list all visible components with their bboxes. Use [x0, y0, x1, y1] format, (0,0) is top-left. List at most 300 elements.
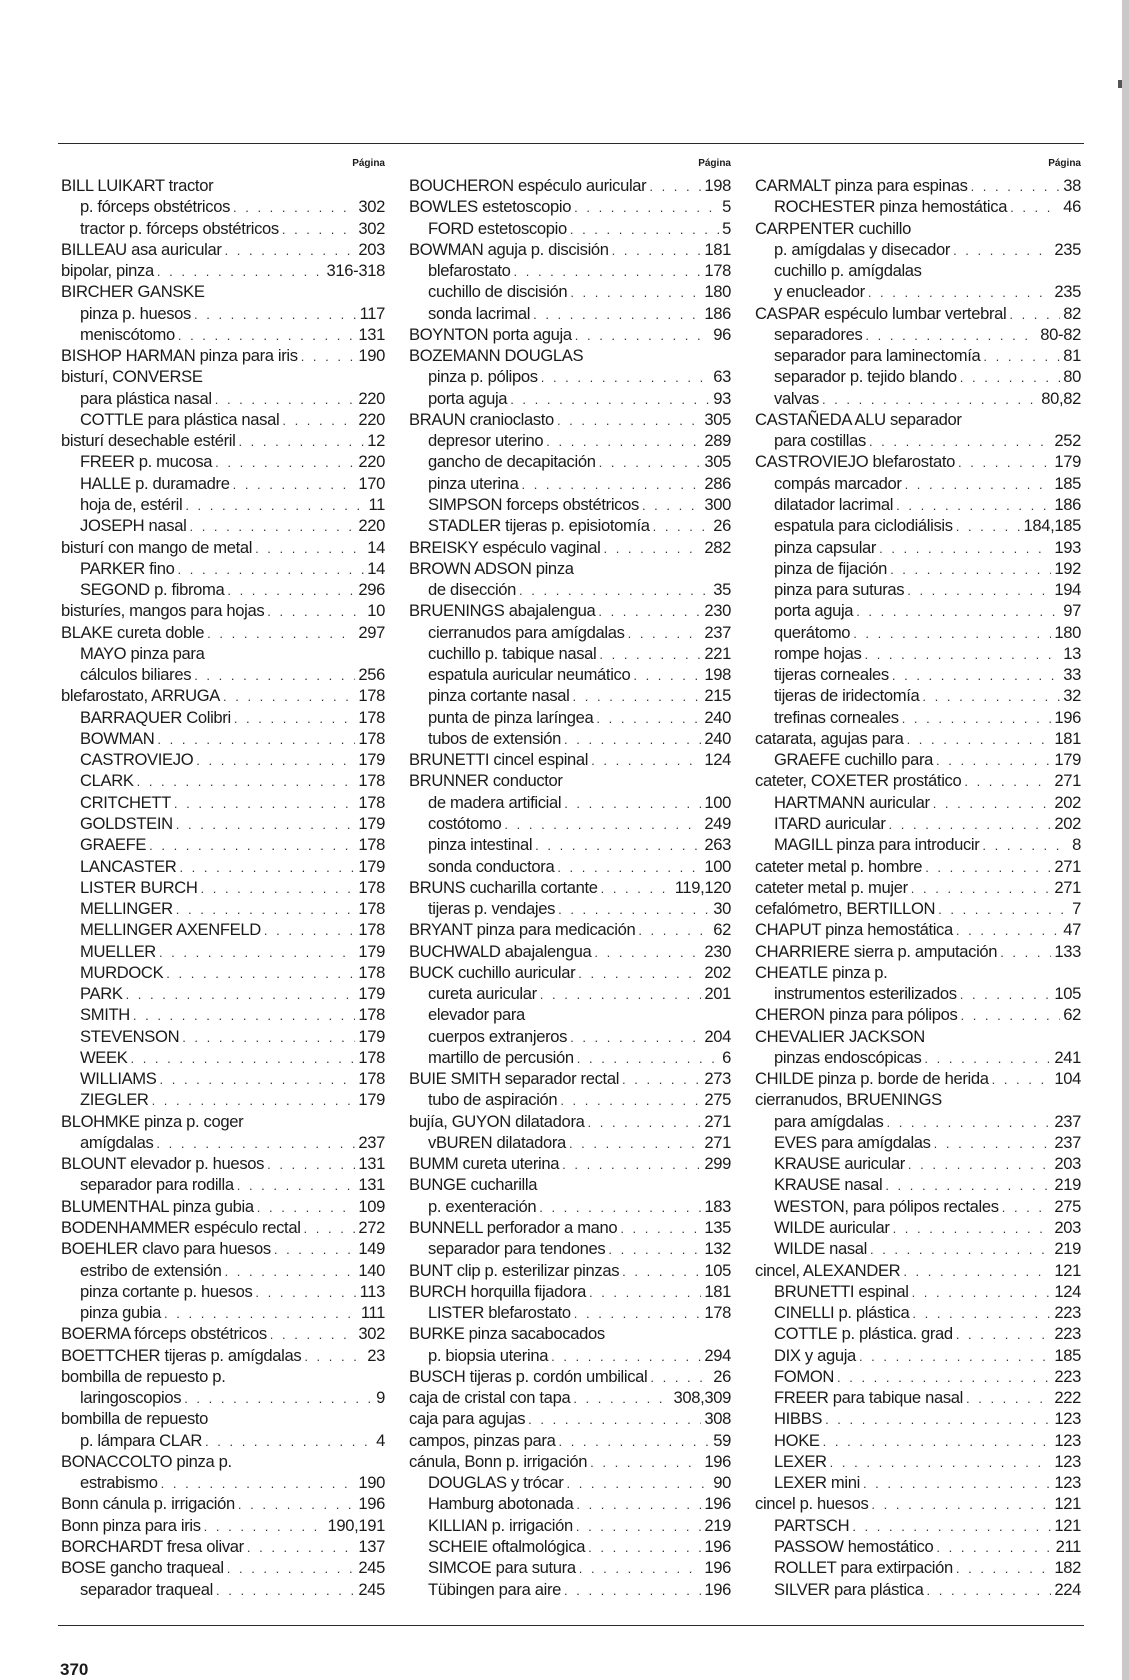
entry-term: PARTSCH: [774, 1515, 850, 1535]
dot-leader: [566, 1473, 710, 1494]
entry-page: 249: [704, 813, 731, 833]
dot-leader: [1002, 1197, 1052, 1218]
dot-leader: [956, 516, 1021, 537]
index-entry: [755, 388, 1081, 409]
entry-page: 272: [358, 1218, 385, 1238]
entry-term: CASTROVIEJO: [80, 750, 194, 770]
dot-leader: [578, 963, 701, 984]
entry-term: BIRCHER GANSKE: [61, 282, 205, 302]
index-entry: [409, 218, 731, 239]
index-entry: [755, 1153, 1081, 1174]
entry-page: 237: [358, 1132, 385, 1152]
dot-leader: [304, 1218, 356, 1239]
dot-leader: [282, 410, 355, 431]
dot-leader: [638, 920, 710, 941]
dot-leader: [564, 793, 701, 814]
entry-term: FREER p. mucosa: [80, 452, 213, 472]
index-entry: [755, 1132, 1081, 1153]
index-entry: [61, 1004, 385, 1025]
index-entry: [409, 409, 731, 430]
entry-term: CHILDE pinza p. borde de herida: [755, 1069, 989, 1089]
entry-page: 80,82: [1041, 388, 1081, 408]
entry-page: 245: [358, 1558, 385, 1578]
dot-leader: [576, 1494, 701, 1515]
dot-leader: [579, 1558, 702, 1579]
entry-term: CASTAÑEDA ALU separador: [755, 409, 962, 429]
dot-leader: [216, 1580, 355, 1601]
index-entry: [61, 1302, 385, 1323]
entry-term: p. exenteración: [428, 1196, 537, 1216]
entry-page: 81: [1063, 346, 1081, 366]
index-entry: [61, 451, 385, 472]
dot-leader: [569, 1133, 701, 1154]
entry-page: 100: [704, 792, 731, 812]
entry-page: 300: [704, 494, 731, 514]
dot-leader: [573, 1388, 670, 1409]
entry-term: WEEK: [80, 1047, 128, 1067]
entry-term: BOSE gancho traqueal: [61, 1558, 224, 1578]
entry-page: 179: [358, 984, 385, 1004]
entry-term: ITARD auricular: [774, 813, 886, 833]
dot-leader: [255, 538, 364, 559]
entry-term: CRITCHETT: [80, 792, 171, 812]
entry-term: DIX y aguja: [774, 1345, 856, 1365]
entry-page: 184,185: [1023, 516, 1081, 536]
index-entry: [755, 1068, 1081, 1089]
dot-leader: [933, 793, 1052, 814]
entry-page: 178: [358, 1047, 385, 1067]
entry-page: 117: [359, 303, 385, 323]
dot-leader: [956, 920, 1060, 941]
index-entry: [409, 856, 731, 877]
entry-page: 179: [1054, 452, 1081, 472]
index-entry: [755, 324, 1081, 345]
dot-leader: [938, 899, 1069, 920]
index-entry: [409, 388, 731, 409]
entry-term: compás marcador: [774, 473, 902, 493]
index-entry: [755, 1238, 1081, 1259]
index-entry: [409, 622, 731, 643]
index-entry: [755, 1174, 1081, 1195]
entry-term: COTTLE para plástica nasal: [80, 409, 280, 429]
entry-term: HOKE: [774, 1430, 820, 1450]
entry-page: 7: [1072, 899, 1081, 919]
dot-leader: [960, 984, 1052, 1005]
entry-page: 299: [704, 1154, 731, 1174]
entry-page: 296: [358, 580, 385, 600]
entry-term: bombilla de repuesto p.: [61, 1366, 226, 1386]
index-entry: [61, 1260, 385, 1281]
column-header: Página: [698, 158, 731, 169]
dot-leader: [237, 1175, 356, 1196]
entry-term: PARK: [80, 984, 123, 1004]
dot-leader: [588, 1112, 702, 1133]
dot-leader: [182, 1027, 355, 1048]
index-entry: [755, 1302, 1081, 1323]
entry-page: 302: [358, 218, 385, 238]
entry-term: BRUNNER conductor: [409, 771, 563, 791]
dot-leader: [601, 878, 672, 899]
index-entry: [409, 1281, 731, 1302]
entry-page: 190: [358, 1473, 385, 1493]
index-entry: [755, 260, 1081, 281]
dot-leader: [907, 580, 1051, 601]
dot-leader: [575, 325, 710, 346]
entry-term: BUNGE cucharilla: [409, 1175, 538, 1195]
entry-term: BUNT clip p. esterilizar pinzas: [409, 1260, 620, 1280]
entry-page: 252: [1054, 431, 1081, 451]
entry-term: espatula auricular neumático: [428, 665, 631, 685]
index-entry: [409, 1579, 731, 1600]
index-entry: [755, 834, 1081, 855]
entry-term: BILLEAU asa auricular: [61, 239, 222, 259]
dot-leader: [535, 835, 701, 856]
dot-leader: [956, 1558, 1051, 1579]
entry-term: CHEVALIER JACKSON: [755, 1026, 925, 1046]
entry-page: 178: [358, 1005, 385, 1025]
entry-page: 26: [713, 1366, 731, 1386]
entry-term: KRAUSE nasal: [774, 1175, 883, 1195]
dot-leader: [149, 835, 355, 856]
entry-term: BRUNETTI espinal: [774, 1281, 909, 1301]
index-entry: [61, 537, 385, 558]
entry-page: 123: [1054, 1409, 1081, 1429]
index-entry: [409, 451, 731, 472]
entry-page: 178: [358, 792, 385, 812]
entry-term: SIMCOE para sutura: [428, 1558, 576, 1578]
dot-leader: [557, 410, 701, 431]
scan-edge-mark: [1118, 80, 1122, 88]
index-entry: [409, 728, 731, 749]
index-entry: [61, 813, 385, 834]
dot-leader: [608, 1239, 701, 1260]
entry-term: BOWLES estetoscopio: [409, 197, 572, 217]
entry-page: 178: [358, 1069, 385, 1089]
index-entry: [61, 409, 385, 430]
dot-leader: [983, 346, 1060, 367]
dot-leader: [622, 1069, 701, 1090]
index-entry: [755, 770, 1081, 791]
entry-term: cateter metal p. mujer: [755, 877, 908, 897]
index-entry: [409, 1026, 731, 1047]
dot-leader: [871, 1494, 1051, 1515]
index-entry: [61, 919, 385, 940]
dot-leader: [982, 835, 1069, 856]
dot-leader: [270, 1324, 356, 1345]
index-entry: [409, 1345, 731, 1366]
entry-page: 178: [358, 899, 385, 919]
entry-page: 13: [1063, 643, 1081, 663]
index-entry: [755, 813, 1081, 834]
entry-term: p. lámpara CLAR: [80, 1430, 203, 1450]
index-entry: [755, 1047, 1081, 1068]
entry-term: campos, pinzas para: [409, 1430, 556, 1450]
index-entry: [409, 600, 731, 621]
dot-leader: [194, 665, 355, 686]
index-entry: [61, 1536, 385, 1557]
index-entry: [755, 473, 1081, 494]
entry-term: cuchillo p. tabique nasal: [428, 643, 597, 663]
entry-term: ROLLET para extirpación: [774, 1558, 953, 1578]
entry-term: CASPAR espéculo lumbar vertebral: [755, 303, 1007, 323]
dot-leader: [825, 1409, 1051, 1430]
dot-leader: [859, 1346, 1051, 1367]
entry-term: BREISKY espéculo vaginal: [409, 537, 601, 557]
index-entry: [755, 366, 1081, 387]
index-entry: [409, 1557, 731, 1578]
dot-leader: [282, 219, 356, 240]
index-entry: [755, 451, 1081, 472]
entry-page: 224: [1054, 1579, 1081, 1599]
dot-leader: [863, 1473, 1051, 1494]
entry-page: 123: [1054, 1473, 1081, 1493]
entry-page: 149: [358, 1239, 385, 1259]
entry-term: CARMALT pinza para espinas: [755, 176, 968, 195]
entry-page: 62: [713, 920, 731, 940]
index-entry: [409, 1451, 731, 1472]
entry-term: COTTLE p. plástica. grad: [774, 1324, 953, 1344]
index-entry: [409, 919, 731, 940]
dot-leader: [196, 750, 355, 771]
index-entry: [61, 260, 385, 281]
entry-page: 203: [1054, 1154, 1081, 1174]
entry-page: 179: [358, 750, 385, 770]
entry-page: 178: [358, 686, 385, 706]
index-entry: [61, 856, 385, 877]
entry-page: 194: [1054, 580, 1081, 600]
index-entry: [755, 1430, 1081, 1451]
dot-leader: [157, 729, 355, 750]
dot-leader: [574, 197, 719, 218]
entry-page: 121: [1054, 1260, 1081, 1280]
entry-term: bisturí desechable estéril: [61, 431, 236, 451]
dot-leader: [184, 1388, 373, 1409]
entry-page: 220: [358, 516, 385, 536]
index-entry: [61, 1047, 385, 1068]
dot-leader: [238, 431, 364, 452]
dot-leader: [564, 1580, 701, 1601]
dot-leader: [598, 601, 701, 622]
entry-term: BODENHAMMER espéculo rectal: [61, 1218, 301, 1238]
index-entry: [755, 941, 1081, 962]
index-entry: [409, 281, 731, 302]
entry-page: 271: [1054, 771, 1081, 791]
entry-page: 80-82: [1040, 324, 1081, 344]
entry-page: 105: [704, 1260, 731, 1280]
dot-leader: [964, 771, 1051, 792]
entry-term: cálculos biliares: [80, 665, 192, 685]
index-entry: [755, 962, 1081, 983]
entry-term: BOERMA fórceps obstétricos: [61, 1324, 267, 1344]
entry-list: [755, 175, 1081, 1600]
entry-page: 105: [1054, 984, 1081, 1004]
index-entry: [61, 1153, 385, 1174]
entry-term: SIMPSON forceps obstétricos: [428, 494, 639, 514]
entry-term: pinza para suturas: [774, 580, 905, 600]
dot-leader: [958, 452, 1051, 473]
entry-term: amígdalas: [80, 1132, 154, 1152]
entry-page: 23: [367, 1345, 385, 1365]
dot-leader: [201, 878, 356, 899]
entry-page: 196: [704, 1451, 731, 1471]
index-entry: [755, 1260, 1081, 1281]
dot-leader: [166, 963, 355, 984]
entry-page: 113: [359, 1281, 385, 1301]
entry-page: 179: [358, 941, 385, 961]
index-entry: [755, 1387, 1081, 1408]
entry-term: FOMON: [774, 1366, 835, 1386]
dot-leader: [594, 942, 701, 963]
entry-term: BRAUN cranioclasto: [409, 409, 554, 429]
entry-term: hoja de, estéril: [80, 494, 183, 514]
dot-leader: [603, 538, 701, 559]
dot-leader: [890, 559, 1051, 580]
index-entry: [409, 579, 731, 600]
dot-leader: [562, 1154, 701, 1175]
index-entry: [61, 1579, 385, 1600]
index-entry: [61, 1089, 385, 1110]
index-entry: [61, 1472, 385, 1493]
entry-term: cuchillo de discisión: [428, 282, 568, 302]
entry-term: CHAPUT pinza hemostática: [755, 920, 953, 940]
dot-leader: [267, 601, 364, 622]
dot-leader: [233, 474, 356, 495]
entry-term: pinza p. huesos: [80, 303, 191, 323]
entry-term: p. fórceps obstétricos: [80, 197, 231, 217]
dot-leader: [907, 729, 1052, 750]
entry-page: 35: [713, 580, 731, 600]
entry-page: 46: [1063, 197, 1081, 217]
entry-term: separador p. tejido blando: [774, 367, 957, 387]
entry-page: 178: [358, 835, 385, 855]
entry-page: 192: [1054, 558, 1081, 578]
dot-leader: [971, 176, 1061, 197]
index-entry: [61, 962, 385, 983]
index-entry: [61, 1557, 385, 1578]
entry-page: 211: [1055, 1537, 1081, 1556]
top-rule: [58, 143, 1084, 144]
index-entry: [755, 664, 1081, 685]
index-entry: [755, 919, 1081, 940]
entry-page: 241: [1054, 1047, 1081, 1067]
dot-leader: [956, 1324, 1052, 1345]
entry-page: 196: [704, 1537, 731, 1556]
entry-term: de disección: [428, 580, 517, 600]
entry-page: 201: [704, 984, 731, 1004]
entry-term: MELLINGER AXENFELD: [80, 920, 261, 940]
index-entry: [409, 558, 731, 579]
entry-page: 275: [704, 1090, 731, 1110]
entry-term: laringoscopios: [80, 1388, 182, 1408]
index-entry: [409, 1302, 731, 1323]
index-entry: [61, 834, 385, 855]
index-entry: [61, 1174, 385, 1195]
index-entry: [409, 792, 731, 813]
entry-page: 271: [1054, 856, 1081, 876]
entry-term: cincel p. huesos: [755, 1494, 869, 1514]
index-entry: [409, 345, 731, 366]
index-entry: [409, 1472, 731, 1493]
entry-page: 202: [1054, 792, 1081, 812]
entry-page: 294: [704, 1345, 731, 1365]
index-entry: [755, 622, 1081, 643]
index-entry: [755, 792, 1081, 813]
index-entry: [61, 1132, 385, 1153]
index-entry: [61, 388, 385, 409]
dot-leader: [823, 1431, 1052, 1452]
dot-leader: [267, 1154, 355, 1175]
index-entry: [61, 749, 385, 770]
entry-term: Hamburg abotonada: [428, 1494, 574, 1514]
dot-leader: [156, 1133, 355, 1154]
entry-term: LISTER BURCH: [80, 877, 198, 897]
entry-term: cefalómetro, BERTILLON: [755, 899, 936, 919]
entry-term: depresor uterino: [428, 431, 544, 451]
index-entry: [409, 260, 731, 281]
index-entry: [409, 770, 731, 791]
entry-page: 237: [1054, 1111, 1081, 1131]
entry-term: SCHEIE oftalmológica: [428, 1537, 586, 1556]
entry-term: para plástica nasal: [80, 388, 212, 408]
index-entry: [409, 1408, 731, 1429]
entry-page: 178: [358, 707, 385, 727]
entry-term: tractor p. fórceps obstétricos: [80, 218, 279, 238]
index-entry: [409, 643, 731, 664]
index-entry: [409, 1004, 731, 1025]
entry-page: 30: [713, 899, 731, 919]
index-entry: [755, 239, 1081, 260]
index-entry: [61, 558, 385, 579]
dot-leader: [912, 1303, 1051, 1324]
entry-term: pinza cortante nasal: [428, 686, 570, 706]
entry-page: 196: [1054, 707, 1081, 727]
dot-leader: [934, 1133, 1052, 1154]
entry-page: 63: [713, 367, 731, 387]
entry-term: cierranudos para amígdalas: [428, 622, 625, 642]
entry-page: 221: [704, 643, 731, 663]
entry-term: bisturíes, mangos para hojas: [61, 601, 265, 621]
dot-leader: [633, 665, 701, 686]
index-entry: [61, 218, 385, 239]
index-entry: [61, 1366, 385, 1387]
index-column-1: [61, 158, 385, 1600]
entry-term: BLAKE cureta doble: [61, 622, 205, 642]
dot-leader: [207, 623, 355, 644]
entry-page: 183: [704, 1196, 731, 1216]
index-entry: [61, 1493, 385, 1514]
dot-leader: [164, 1303, 358, 1324]
entry-page: 271: [704, 1132, 731, 1152]
index-entry: [409, 877, 731, 898]
index-entry: [755, 749, 1081, 770]
dot-leader: [546, 431, 701, 452]
index-entry: [755, 175, 1081, 196]
index-entry: [409, 1493, 731, 1514]
entry-term: estribo de extensión: [80, 1260, 222, 1280]
entry-term: bisturí, CONVERSE: [61, 367, 203, 387]
entry-term: gancho de decapitación: [428, 452, 596, 472]
entry-term: punta de pinza laríngea: [428, 707, 594, 727]
index-entry: [409, 1089, 731, 1110]
entry-term: tijeras p. vendajes: [428, 899, 556, 919]
index-entry: [755, 728, 1081, 749]
entry-term: LEXER mini: [774, 1473, 860, 1493]
index-entry: [755, 579, 1081, 600]
entry-term: ZIEGLER: [80, 1090, 149, 1110]
entry-term: LISTER blefarostato: [428, 1303, 571, 1323]
entry-page: 5: [722, 197, 731, 217]
entry-term: costótomo: [428, 813, 502, 833]
